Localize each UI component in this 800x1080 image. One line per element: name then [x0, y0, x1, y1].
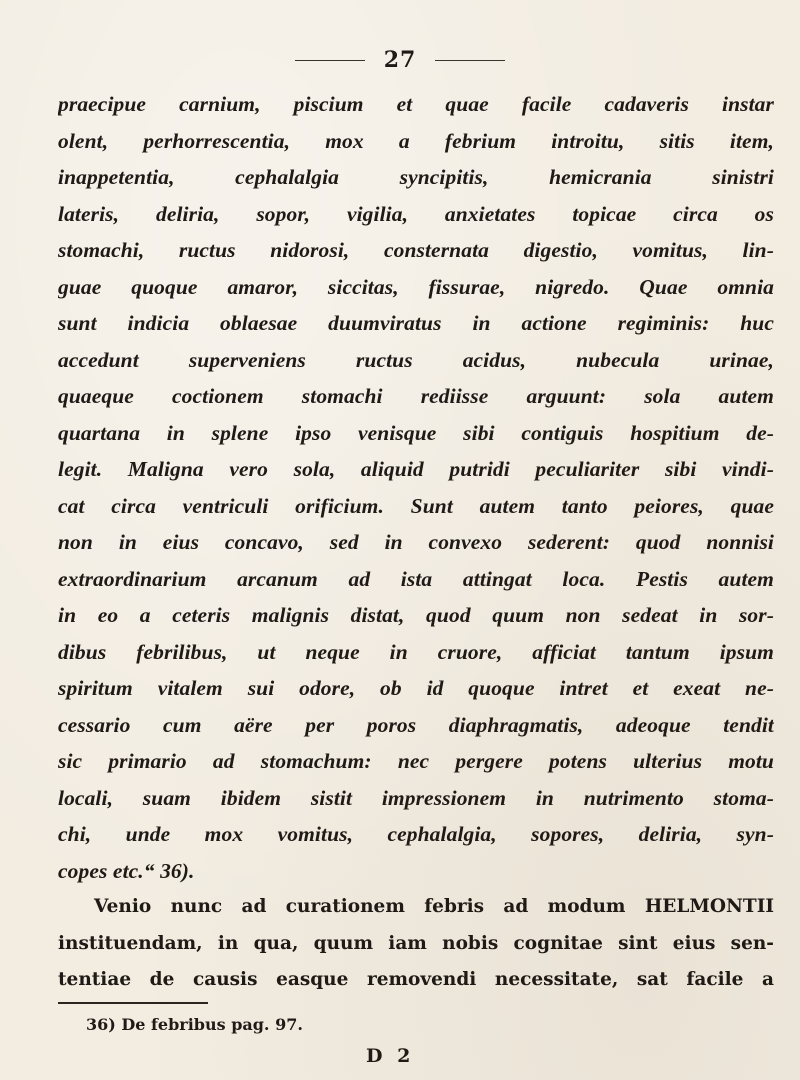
text-line: in eo a ceteris malignis distat, quod quum non sedeat in sor- [58, 603, 774, 627]
text-line-last-italic: copes etc.“ 36). [58, 858, 195, 883]
text-line: inappetentia, cephalalgia syncipitis, hemicrania sinistri [58, 165, 774, 189]
text-line: extraordinarium arcanum ad ista attingat loca. Pestis autem [58, 566, 774, 591]
text-line: dibus febrilibus, ut neque in cruore, afficiat tantum ipsum [58, 639, 774, 664]
text-line: stomachi, ructus nidorosi, consternata digestio, vomitus, lin- [58, 238, 774, 262]
footnote: 36) De febribus pag. 97. [86, 1015, 303, 1034]
header-rule-left [295, 60, 365, 61]
text-line: locali, suam ibidem sistit impressionem in nutrimento stoma- [58, 785, 774, 810]
text-line: accedunt superveniens ructus acidus, nubecula urinae, [58, 347, 774, 372]
text-line: tentiae de causis easque removendi necessitate, sat facile a [58, 969, 774, 990]
text-line: chi, unde mox vomitus, cephalalgia, sopores, deliria, syn- [58, 822, 774, 846]
text-line: cessario cum aëre per poros diaphragmatis, adeoque tendit [58, 712, 774, 737]
header-rule-right [435, 60, 505, 61]
text-line: instituendam, in qua, quum iam nobis cognitae sint eius sen- [58, 932, 774, 954]
text-line: legit. Maligna vero sola, aliquid putridi peculiariter sibi vindi- [58, 457, 774, 481]
text-line: quaeque coctionem stomachi rediisse arguunt: sola autem [58, 384, 774, 408]
text-line: olent, perhorrescentia, mox a febrium introitu, sitis item, [58, 128, 774, 153]
text-line: spiritum vitalem sui odore, ob id quoque intret et exeat ne- [58, 676, 774, 700]
page-header [0, 47, 800, 77]
page-number: 27 [383, 47, 417, 73]
text-line-paragraph-start: Venio nunc ad curationem febris ad modum HELMONTII [94, 896, 774, 917]
text-line: sic primario ad stomachum: nec pergere potens ulterius motu [58, 749, 774, 773]
body-text [58, 86, 774, 999]
text-line: lateris, deliria, sopor, vigilia, anxietates topicae circa os [58, 201, 774, 226]
signature-mark: D 2 [366, 1045, 415, 1067]
text-line: non in eius concavo, sed in convexo sederent: quod nonnisi [58, 530, 774, 554]
text-line: quartana in splene ipso venisque sibi contiguis hospitium de- [58, 420, 774, 445]
text-line: sunt indicia oblaesae duumviratus in actione regiminis: huc [58, 311, 774, 335]
footnote-separator [58, 1002, 208, 1004]
text-line: cat circa ventriculi orificium. Sunt autem tanto peiores, quae [58, 493, 774, 518]
text-line: praecipue carnium, piscium et quae facile cadaveris instar [58, 92, 774, 116]
text-line: guae quoque amaror, siccitas, fissurae, nigredo. Quae omnia [58, 274, 774, 299]
